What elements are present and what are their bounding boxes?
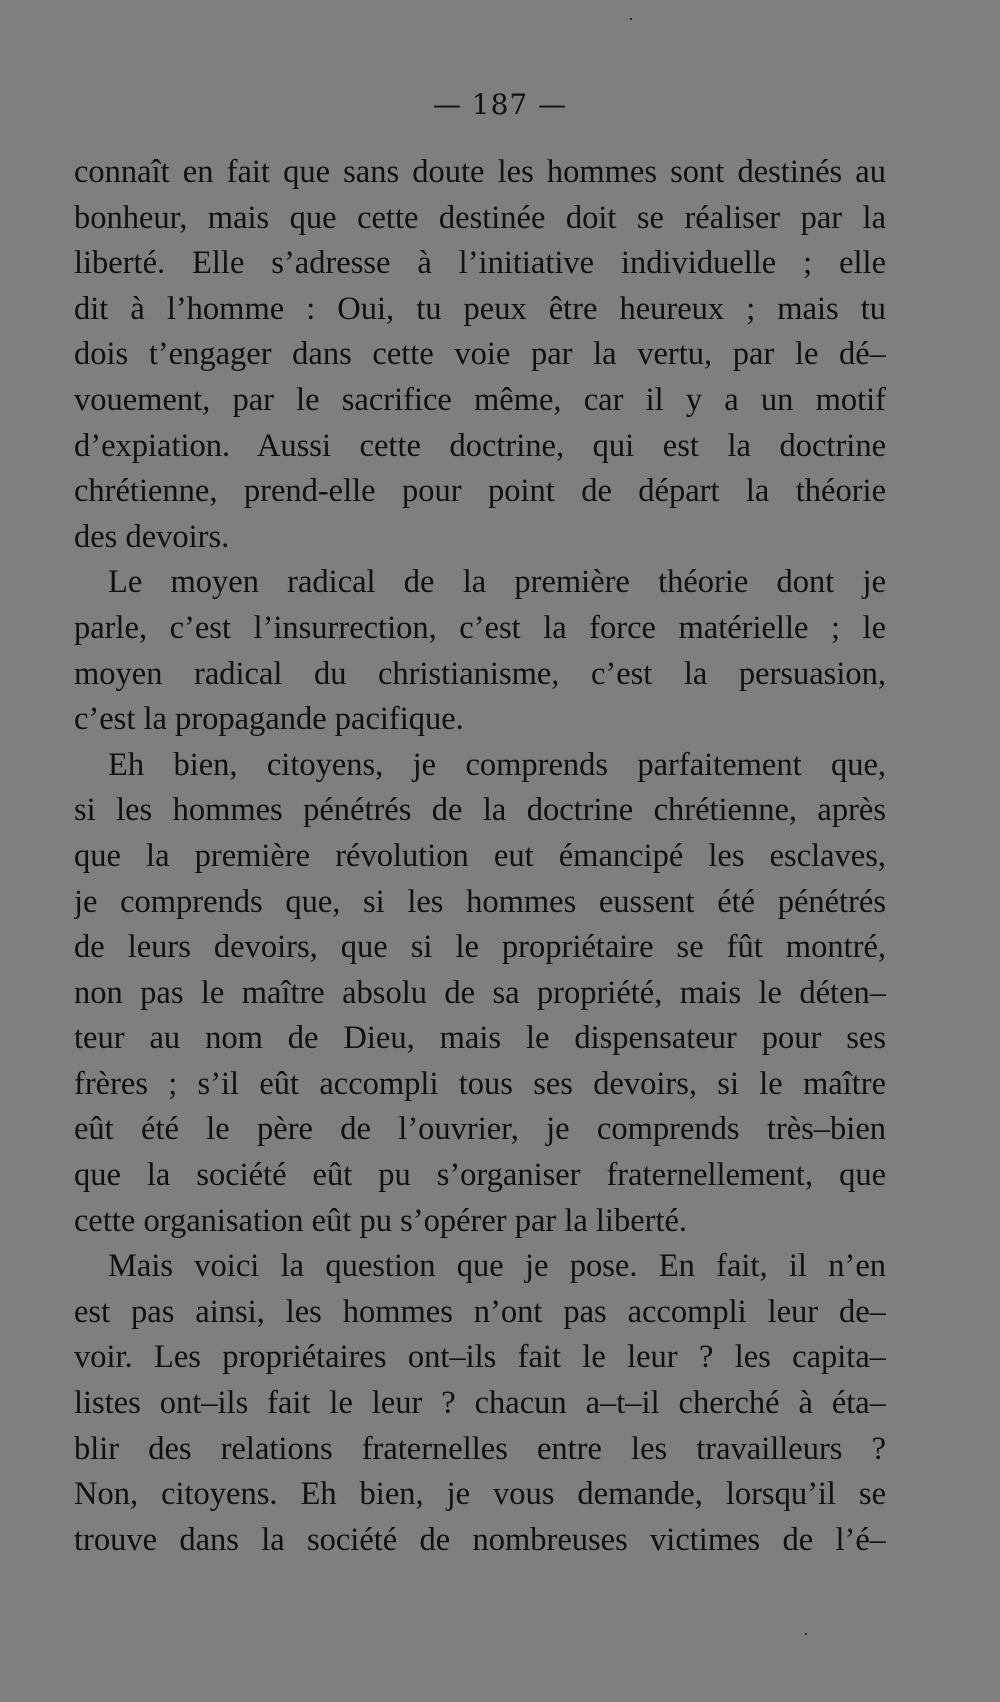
text-line: voir. Les propriétaires ont–ils fait le leur ? les capita–: [74, 1339, 886, 1376]
text-line: trouve dans la société de nombreuses victimes de l’é–: [74, 1521, 886, 1558]
text-line: que la société eût pu s’organiser fraternellement, que: [74, 1157, 886, 1194]
text-line: teur au nom de Dieu, mais le dispensateur pour ses: [74, 1020, 886, 1057]
text-line: Mais voici la question que je pose. En fait, il n’en: [108, 1248, 886, 1285]
text-line: non pas le maître absolu de sa propriété, mais le déten–: [74, 974, 886, 1011]
text-line: listes ont–ils fait le leur ? chacun a–t–il cherché à éta–: [74, 1385, 886, 1422]
text-line: si les hommes pénétrés de la doctrine chrétienne, après: [74, 792, 886, 829]
text-line: moyen radical du christianisme, c’est la persuasion,: [74, 655, 886, 692]
text-line: est pas ainsi, les hommes n’ont pas accompli leur de–: [74, 1293, 886, 1330]
body-text: [74, 150, 886, 1563]
paragraph: [74, 743, 886, 1245]
paragraph: [74, 150, 886, 560]
text-line: des devoirs.: [74, 518, 230, 555]
page-number: — 187 —: [432, 88, 568, 121]
text-line: Eh bien, citoyens, je comprends parfaitement que,: [108, 746, 886, 783]
text-line: liberté. Elle s’adresse à l’initiative individuelle ; elle: [74, 245, 886, 282]
scan-speck: [805, 1633, 807, 1635]
text-line: de leurs devoirs, que si le propriétaire se fût montré,: [74, 929, 886, 966]
text-line: parle, c’est l’insurrection, c’est la force matérielle ; le: [74, 609, 886, 646]
scan-speck: [630, 18, 632, 20]
text-line: eût été le père de l’ouvrier, je comprends très–bien: [74, 1111, 886, 1148]
text-line: chrétienne, prend-elle pour point de départ la théorie: [74, 473, 886, 510]
text-line: bonheur, mais que cette destinée doit se réaliser par la: [74, 199, 886, 236]
text-line: dois t’engager dans cette voie par la vertu, par le dé–: [74, 336, 886, 373]
text-line: cette organisation eût pu s’opérer par la liberté.: [74, 1202, 688, 1239]
paragraph: [74, 1244, 886, 1563]
text-line: Le moyen radical de la première théorie dont je: [108, 564, 886, 601]
text-line: c’est la propagande pacifique.: [74, 701, 464, 738]
text-line: que la première révolution eut émancipé les esclaves,: [74, 837, 886, 874]
text-line: vouement, par le sacrifice même, car il y a un motif: [74, 381, 886, 418]
paragraph: [74, 560, 886, 742]
text-line: blir des relations fraternelles entre les travailleurs ?: [74, 1430, 886, 1467]
text-line: frères ; s’il eût accompli tous ses devoirs, si le maître: [74, 1065, 886, 1102]
text-line: dit à l’homme : Oui, tu peux être heureux ; mais tu: [74, 290, 886, 327]
text-line: Non, citoyens. Eh bien, je vous demande, lorsqu’il se: [74, 1476, 886, 1513]
text-line: connaît en fait que sans doute les hommes sont destinés au: [74, 154, 886, 190]
text-line: d’expiation. Aussi cette doctrine, qui est la doctrine: [74, 427, 886, 464]
text-line: je comprends que, si les hommes eussent été pénétrés: [74, 883, 886, 920]
